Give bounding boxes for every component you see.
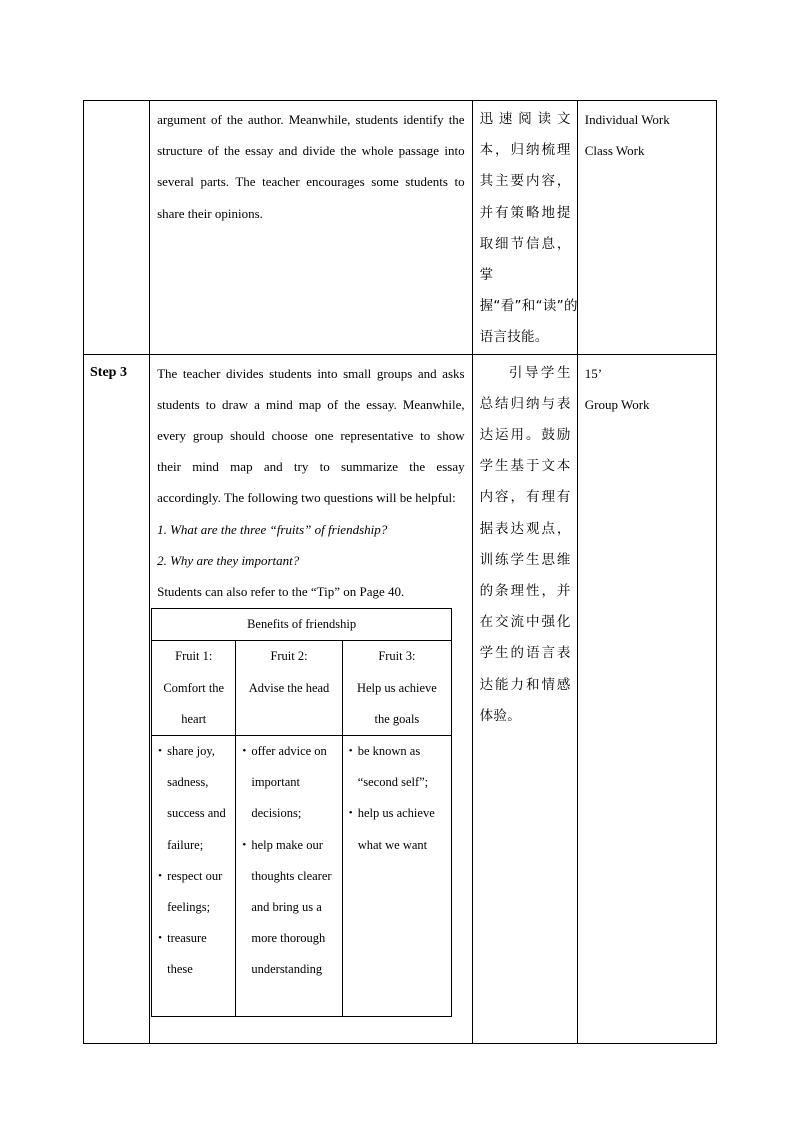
list-item: • offer advice on important decisions; (242, 736, 339, 830)
fruit-3-head: Fruit 3: (378, 649, 416, 664)
fruit-1-head: Fruit 1: (175, 649, 213, 664)
mode-individual: Individual Work (584, 112, 670, 127)
step-cell (84, 354, 150, 1043)
list-item: • share joy, sadness, success and failure; (158, 736, 235, 861)
fruit-2-details (236, 736, 342, 1017)
fruit-3-details (342, 736, 451, 1017)
activity-cell (150, 354, 473, 1043)
fruit-1-desc: Comfort the heart (163, 680, 225, 726)
question-1: 1. What are the three “fruits” of friendship? (157, 521, 388, 537)
activity-text: argument of the author. Meanwhile, students identify the structure of the essay and divide the whole passage into several parts. The teacher encourages some students to share their opinions. (157, 112, 465, 221)
list-item: • help us achieve what we want (349, 798, 449, 860)
mode-class: Class Work (584, 143, 645, 159)
fruit-2-head: Fruit 2: (270, 649, 308, 664)
benefits-table (151, 608, 452, 1017)
fruit-1-details (152, 736, 236, 1017)
table-row (84, 354, 717, 1043)
activity-intro: The teacher divides students into small groups and asks students to draw a mind map of the essay. Meanwhile, every group should choose one representative to show their mind map and try to summarize the essay accordingly. The following two questions will be helpful: (157, 365, 465, 506)
activity-cell (150, 101, 473, 355)
list-item: • respect our feelings; (158, 861, 235, 923)
step-label (84, 101, 149, 111)
purpose-cell (472, 354, 577, 1043)
fruit-2-desc: Advise the head (248, 680, 330, 695)
fruit-3 (342, 641, 451, 736)
step-cell (84, 101, 150, 355)
purpose-text: 迅速阅读文本，归纳梳理其主要内容，并有策略地提取细节信息，掌握“看”和“读”的语言技能。 (479, 111, 578, 346)
mode-cell (577, 354, 716, 1043)
time-duration: 15’ (584, 365, 603, 381)
list-item: • treasure these (158, 923, 235, 985)
benefits-title: Benefits of friendship (152, 609, 452, 641)
fruit-1 (152, 641, 236, 736)
fruit-2 (236, 641, 342, 736)
purpose-cell (472, 101, 577, 355)
tip-reference: Students can also refer to the “Tip” on Page 40. (157, 584, 405, 600)
mode-group: Group Work (584, 396, 650, 412)
step-label: Step 3 (90, 364, 127, 380)
list-item: • help make our thoughts clearer and bring us a more thorough understanding (242, 830, 339, 986)
list-item: • be known as “second self”; (349, 736, 449, 798)
lesson-plan-table (83, 100, 717, 1044)
mode-cell (577, 101, 716, 355)
purpose-text: 引导学生总结归纳与表达运用。鼓励学生基于文本内容，有理有据表达观点，训练学生思维的条理性，并在交流中强化学生的语言表达能力和情感体验。 (479, 364, 571, 724)
table-row (84, 101, 717, 355)
question-2: 2. Why are they important? (157, 552, 300, 568)
fruit-3-desc: Help us achieve the goals (356, 680, 437, 726)
